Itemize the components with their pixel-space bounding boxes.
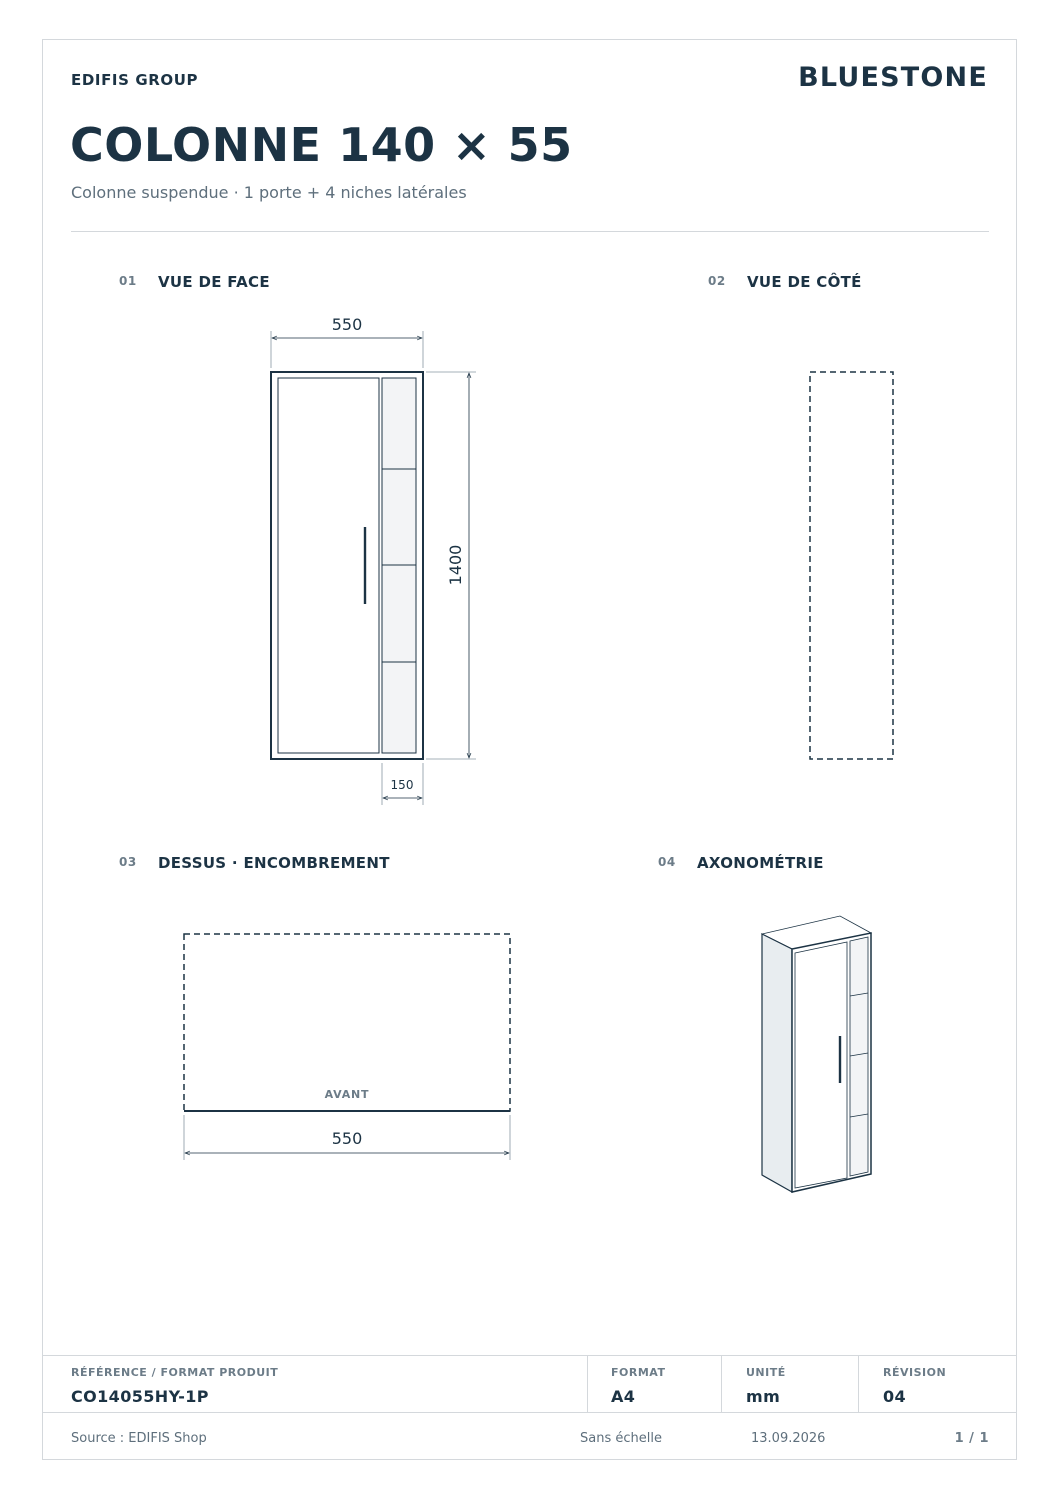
unit-label: UNITÉ (746, 1366, 786, 1379)
footer-page-number: 1 / 1 (954, 1431, 989, 1446)
axonometric-drawing (762, 916, 871, 1192)
axo-side-face (762, 934, 792, 1192)
top-view-drawing (184, 934, 510, 1160)
dim-label-niche-width: 150 (390, 778, 414, 792)
brand-logo-text: BLUESTONE (798, 62, 988, 93)
revision-value: 04 (883, 1387, 907, 1406)
reference-label: RÉFÉRENCE / FORMAT PRODUIT (71, 1366, 279, 1379)
title-block-divider (858, 1355, 859, 1412)
format-value: A4 (611, 1387, 636, 1406)
top-front-label: AVANT (324, 1088, 370, 1101)
section-number-side: 02 (708, 274, 726, 288)
axo-niche-column (850, 937, 868, 1176)
top-footprint-dashed (184, 934, 510, 1111)
page-title: COLONNE 140 × 55 (70, 118, 573, 172)
unit-value: mm (746, 1387, 781, 1406)
title-block-divider (721, 1355, 722, 1412)
revision-label: RÉVISION (883, 1366, 947, 1379)
side-view-drawing (810, 372, 893, 759)
company-name: EDIFIS GROUP (71, 71, 199, 89)
page-subtitle: Colonne suspendue · 1 porte + 4 niches latérales (71, 183, 467, 202)
format-label: FORMAT (611, 1366, 666, 1379)
section-number-axonometry: 04 (658, 855, 676, 869)
title-block-divider (587, 1355, 588, 1412)
section-title-axonometry: AXONOMÉTRIE (697, 854, 824, 872)
front-view-drawing (271, 315, 476, 805)
dim-label-front-width: 550 (331, 315, 363, 334)
footer-date: 13.09.2026 (751, 1431, 826, 1446)
side-outline-dashed (810, 372, 893, 759)
footer-scale: Sans échelle (580, 1431, 662, 1446)
dim-label-top-width: 550 (331, 1129, 363, 1148)
reference-value: CO14055HY-1P (71, 1387, 209, 1406)
section-title-side: VUE DE CÔTÉ (747, 273, 862, 291)
section-title-top: DESSUS · ENCOMBREMENT (158, 854, 390, 872)
section-title-front: VUE DE FACE (158, 273, 270, 291)
section-number-front: 01 (119, 274, 137, 288)
section-number-top: 03 (119, 855, 137, 869)
footer-source: Source : EDIFIS Shop (71, 1431, 207, 1446)
title-block-top-rule (42, 1355, 1017, 1356)
dim-label-front-height: 1400 (446, 544, 465, 586)
title-block-bottom-rule (42, 1412, 1017, 1413)
